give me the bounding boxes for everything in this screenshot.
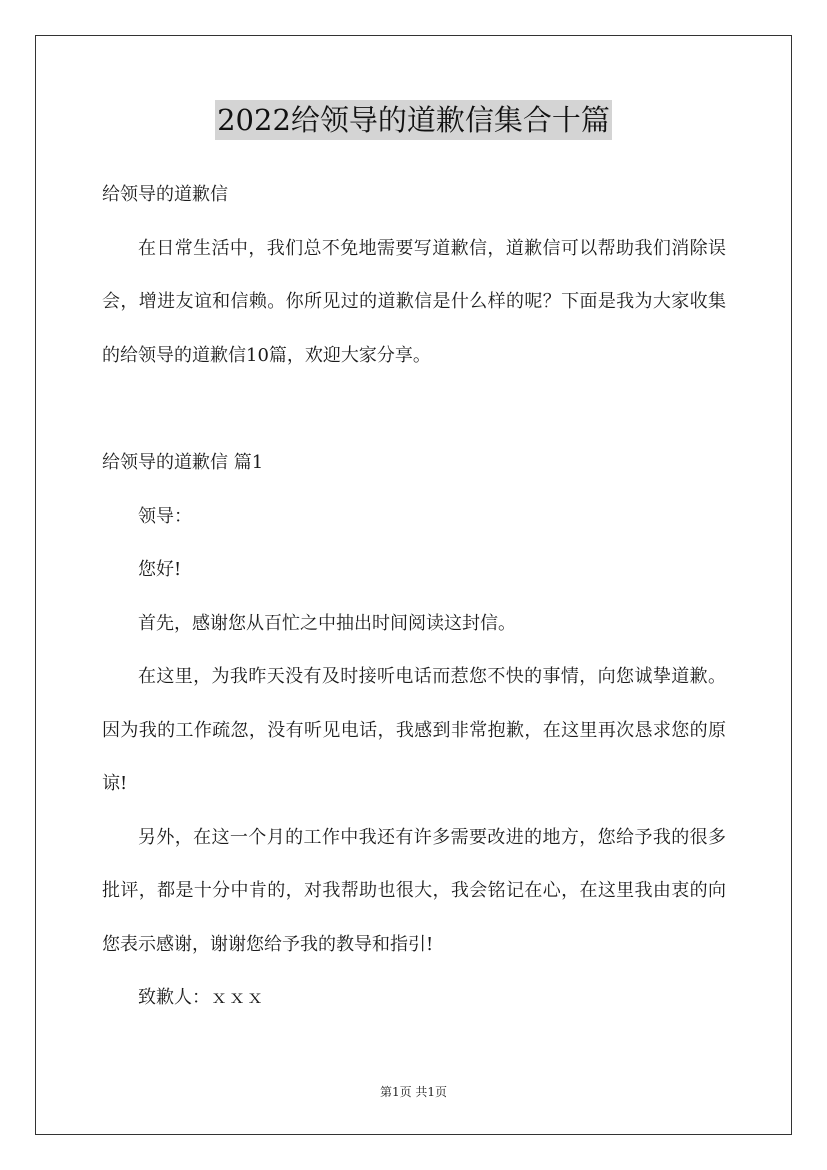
body-paragraph: 首先，感谢您从百忙之中抽出时间阅读这封信。 <box>138 612 516 634</box>
salutation: 领导： <box>138 505 192 527</box>
intro-paragraph: 在日常生活中，我们总不免地需要写道歉信，道歉信可以帮助我们消除误会，增进友谊和信赖。你所见过的道歉信是什么样的呢？下面是我为大家收集的给领导的道歉信10篇，欢迎大家分享。 <box>102 237 726 366</box>
page-number: 第1页 共1页 <box>379 1085 448 1099</box>
greeting: 您好! <box>138 559 182 580</box>
section-heading: 给领导的道歉信 篇1 <box>102 452 264 473</box>
body-paragraph: 另外，在这一个月的工作中我还有许多需要改进的地方，您给予我的很多批评，都是十分中肯的，对我帮助也很大，我会铭记在心，在这里我由衷的向您表示感谢，谢谢您给予我的教导和指引! <box>102 826 726 955</box>
page-footer <box>0 1083 827 1100</box>
document-title: 2022给领导的道歉信集合十篇 <box>215 100 612 140</box>
document-body <box>102 168 726 1025</box>
signature: 致歉人：ｘｘｘ <box>138 987 264 1008</box>
section-spacer <box>102 382 726 436</box>
body-paragraph: 在这里，为我昨天没有及时接听电话而惹您不快的事情，向您诚挚道歉。因为我的工作疏忽，没有听见电话，我感到非常抱歉，在这里再次恳求您的原谅! <box>102 666 726 794</box>
intro-heading: 给领导的道歉信 <box>102 184 228 205</box>
title-container <box>0 100 827 140</box>
